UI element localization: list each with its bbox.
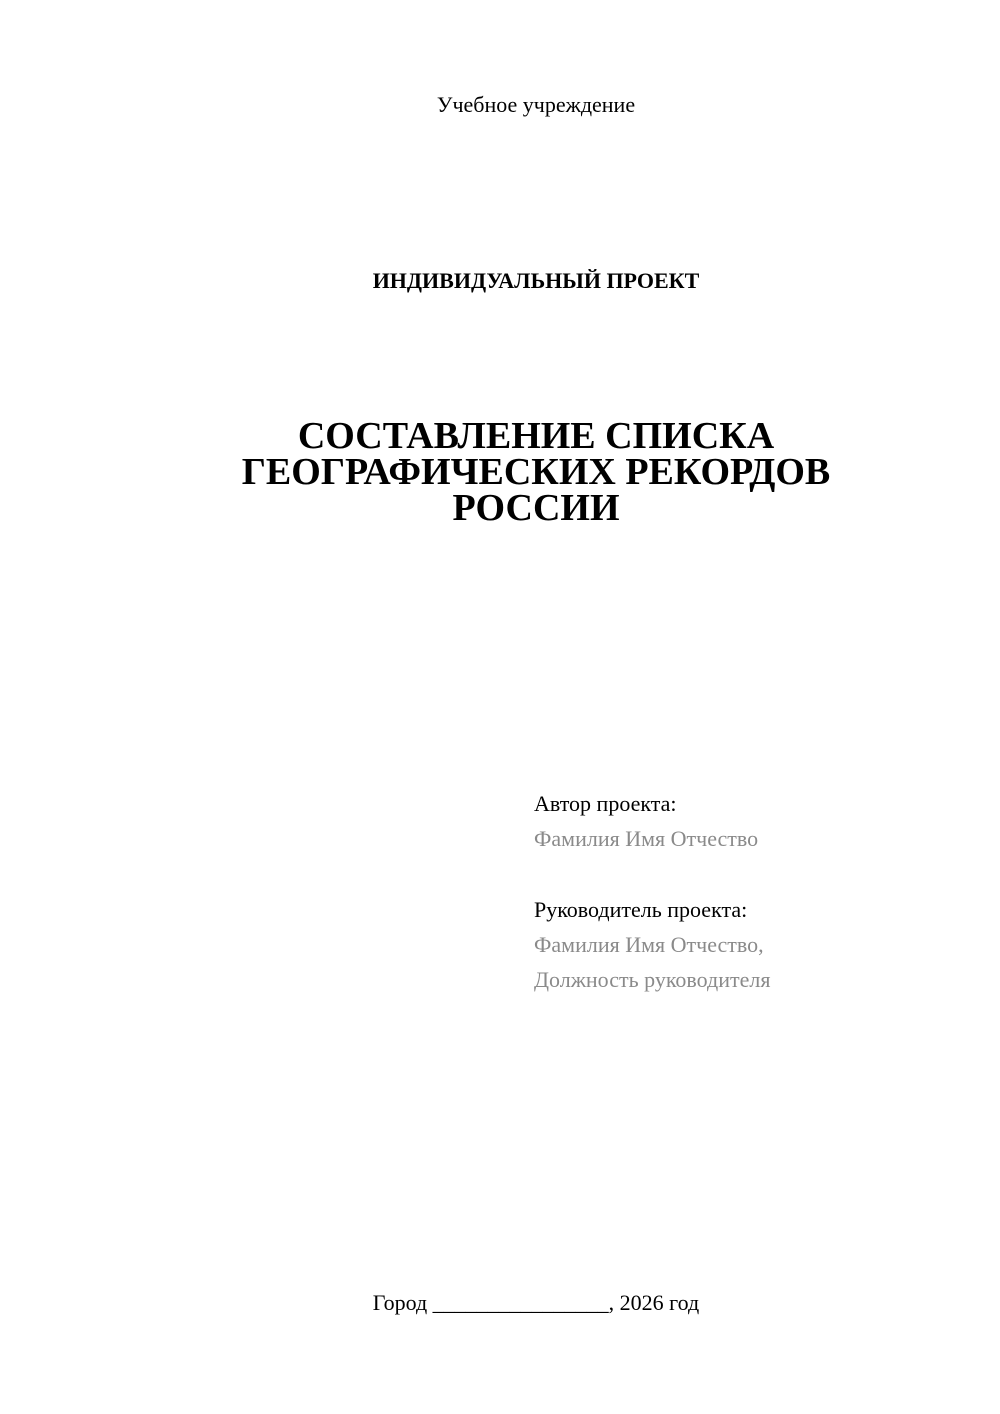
project-title — [0, 415, 1000, 529]
title-line-2: ГЕОГРАФИЧЕСКИХ РЕКОРДОВ — [241, 451, 831, 493]
author-name: Фамилия Имя Отчество — [534, 826, 759, 851]
city-label: Город — [372, 1290, 428, 1315]
city-blank: ________________ — [432, 1290, 609, 1315]
year-text: , 2026 год — [608, 1290, 700, 1315]
author-label: Автор проекта: — [534, 791, 677, 816]
supervisor-name: Фамилия Имя Отчество, — [534, 932, 764, 957]
supervisor-label: Руководитель проекта: — [534, 897, 748, 922]
project-type-heading: ИНДИВИДУАЛЬНЫЙ ПРОЕКТ — [372, 268, 700, 293]
title-line-1: СОСТАВЛЕНИЕ СПИСКА — [297, 415, 775, 457]
title-line-3: РОССИИ — [452, 487, 620, 529]
city-year-line — [0, 1288, 1000, 1318]
author-block — [534, 786, 974, 856]
supervisor-block — [534, 892, 974, 997]
supervisor-position: Должность руководителя — [534, 967, 771, 992]
institution-name: Учебное учреждение — [436, 92, 636, 117]
